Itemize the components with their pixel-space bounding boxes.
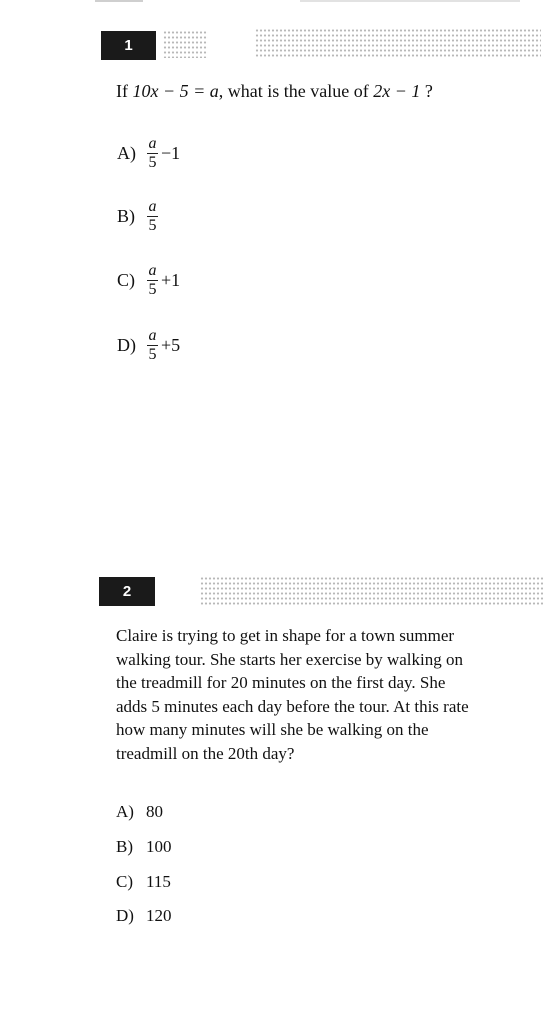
fraction: $\frac{a}{5}$ — [148, 198, 157, 234]
question-number-badge: 2 — [99, 577, 155, 606]
fraction: $\frac{a}{5}$ — [148, 135, 157, 171]
choice-d[interactable]: D) $\frac{a}{5}$ +5 — [117, 327, 181, 363]
scan-noise — [163, 30, 208, 58]
choice-b[interactable]: B) $\frac{a}{5}$ — [117, 198, 157, 234]
question-2-passage — [116, 624, 531, 766]
passage-line: Claire is trying to get in shape for a town summer — [116, 626, 455, 645]
passage-line: adds 5 minutes each day before the tour. At this rate — [116, 696, 469, 716]
passage-line: the treadmill for 20 minutes on the first day. She — [116, 673, 446, 693]
top-rule — [95, 0, 143, 2]
choice-a[interactable]: A) $\frac{a}{5}$ −1 — [117, 135, 181, 171]
question-1-stem: If 10x − 5 = a, what is the value of 2x − 1 ? — [116, 81, 433, 101]
scan-noise — [255, 28, 541, 58]
passage-line: walking tour. She starts her exercise by walking on — [116, 649, 464, 669]
choice-c[interactable]: C) $\frac{a}{5}$ +1 — [117, 262, 181, 298]
top-rule — [300, 0, 520, 2]
choice-d[interactable]: D) 120 — [116, 906, 172, 925]
target-expression: 2x − 1 — [373, 81, 421, 101]
fraction: $\frac{a}{5}$ — [148, 262, 157, 298]
choice-c[interactable]: C) 115 — [116, 872, 171, 891]
equation: 10x − 5 = a — [132, 81, 219, 101]
passage-line: how many minutes will she be walking on the — [116, 720, 429, 740]
choice-b[interactable]: B) 100 — [116, 837, 172, 856]
passage-line: treadmill on the 20th day? — [116, 743, 295, 763]
fraction: $\frac{a}{5}$ — [148, 327, 157, 363]
choice-a[interactable]: A) 80 — [116, 802, 163, 821]
question-number-badge: 1 — [101, 31, 156, 60]
scan-noise — [200, 576, 543, 606]
